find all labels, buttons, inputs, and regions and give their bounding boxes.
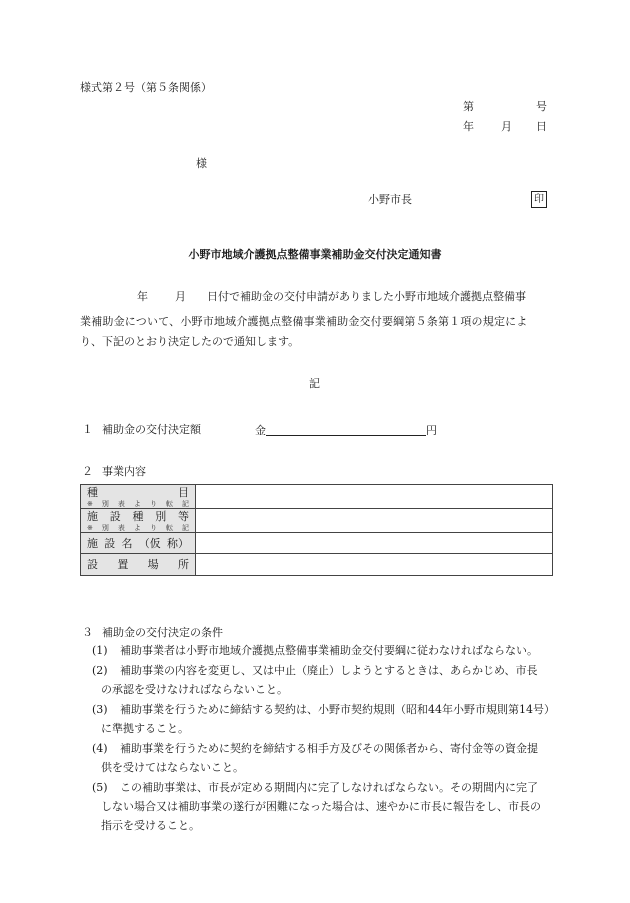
condition-5-number: (5)	[92, 781, 108, 794]
body-month: 月	[175, 290, 186, 303]
condition-3-number: (3)	[92, 703, 108, 716]
document-title: 小野市地域介護拠点整備事業補助金交付決定通知書	[188, 248, 442, 261]
row-label-location: 設 置 場 所	[81, 554, 196, 576]
table-row	[81, 533, 553, 554]
row-value-location[interactable]	[196, 554, 553, 576]
yen-label: 円	[426, 424, 437, 437]
row-value-facility-type[interactable]	[196, 509, 553, 533]
section1-number: １	[82, 423, 93, 436]
body-year: 年	[137, 290, 148, 303]
condition-2-line-2: の承認を受けなければならないこと。	[101, 683, 288, 696]
date-day: 日	[536, 120, 547, 133]
ki-heading: 記	[309, 377, 320, 390]
body-line-1	[207, 291, 552, 302]
row-value-shumoku[interactable]	[196, 485, 553, 509]
date-year: 年	[463, 120, 474, 133]
condition-2-line-1: 補助事業の内容を変更し、又は中止（廃止）しようとするときは、あらかじめ、市長	[120, 664, 538, 677]
condition-4-number: (4)	[92, 742, 108, 755]
row-label-facility-type: 施 設 種 別 等 ※ 別 表 よ り 転 記	[81, 509, 196, 533]
amount-blank-line	[266, 424, 426, 436]
business-content-table	[80, 484, 553, 576]
form-number: 様式第２号（第５条関係）	[80, 81, 212, 94]
issuer-name: 小野市長	[368, 193, 412, 206]
table-row	[81, 554, 553, 576]
kin-label: 金	[255, 424, 266, 437]
section1-label: 補助金の交付決定額	[102, 423, 201, 436]
condition-1-number: (1)	[92, 644, 108, 657]
table-row	[81, 485, 553, 509]
condition-5-line-2: しない場合又は補助事業の遂行が困難になった場合は、速やかに市長に報告をし、市長の	[101, 800, 541, 813]
doc-number-suffix: 号	[536, 100, 547, 113]
doc-number-prefix: 第	[463, 100, 474, 113]
condition-4-line-2: 供を受けてはならないこと。	[101, 761, 244, 774]
seal-mark: 印	[531, 191, 547, 208]
section1-kin	[255, 424, 437, 436]
condition-5-line-3: 指示を受けること。	[101, 819, 200, 832]
row-label-facility-name: 施 設 名 （仮 称）	[81, 533, 196, 554]
condition-1-line-1: 補助事業者は小野市地域介護拠点整備事業補助金交付要綱に従わなければならない。	[120, 644, 538, 657]
body-line-3: り、下記のとおり決定したので通知します。	[80, 335, 300, 348]
section2-label: 事業内容	[102, 465, 146, 478]
section3-number: ３	[82, 626, 93, 639]
body-line-1-text: 日付で補助金の交付申請がありました小野市地域介護拠点整備事	[207, 290, 526, 303]
section3-label: 補助金の交付決定の条件	[102, 626, 223, 639]
body-line-2: 業補助金について、小野市地域介護拠点整備事業補助金交付要綱第５条第１項の規定によ	[80, 315, 528, 328]
row-value-facility-name[interactable]	[196, 533, 553, 554]
recipient-honorific: 様	[196, 157, 207, 170]
condition-3-line-2: に準拠すること。	[101, 722, 189, 735]
table-row	[81, 509, 553, 533]
condition-3-line-1: 補助事業を行うために締結する契約は、小野市契約規則（昭和44年小野市規則第14号）	[120, 703, 555, 716]
condition-2-number: (2)	[92, 664, 108, 677]
condition-5-line-1: この補助事業は、市長が定める期間内に完了しなければならない。その期間内に完了	[120, 781, 538, 794]
section2-number: ２	[82, 465, 93, 478]
condition-4-line-1: 補助事業を行うために契約を締結する相手方及びその関係者から、寄付金等の資金提	[120, 742, 538, 755]
row-label-shumoku: 種 目 ※ 別 表 よ り 転 記	[81, 485, 196, 509]
date-month: 月	[501, 120, 512, 133]
